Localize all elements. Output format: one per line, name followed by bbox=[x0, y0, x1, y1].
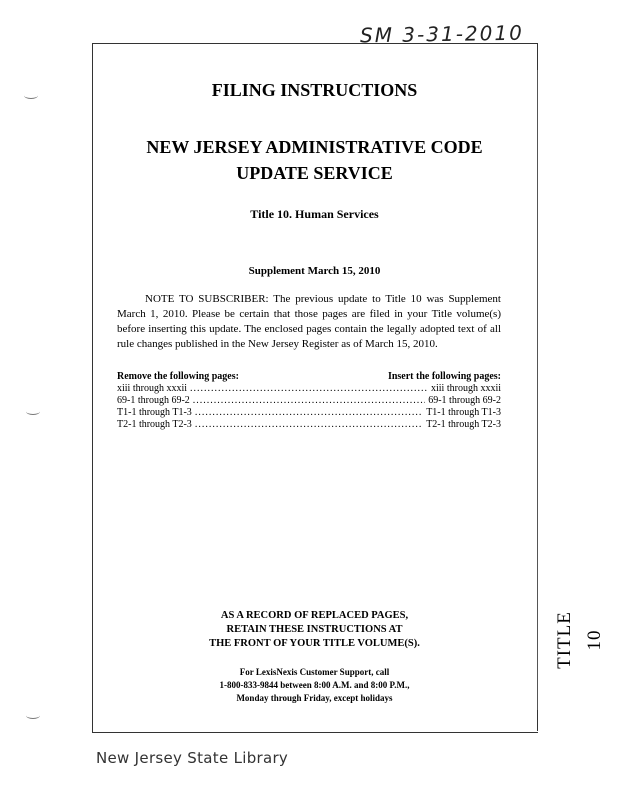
remove-cell: 69-1 through 69-2 bbox=[117, 395, 190, 406]
record-line-2: RETAIN THESE INSTRUCTIONS AT bbox=[226, 624, 403, 635]
document-subtitle bbox=[92, 134, 537, 186]
record-instructions bbox=[92, 609, 537, 651]
subscriber-note: NOTE TO SUBSCRIBER: The previous update to Title 10 was Supplement March 1, 2010. Please be certain that those pages are filed in your Title volume(s) before inserting this update. The enclosed pages contain the legally adopted text of all rule changes published in the New Jersey Register as of March 15, 2010. bbox=[117, 293, 501, 350]
record-line-3: THE FRONT OF YOUR TITLE VOLUME(S). bbox=[209, 638, 420, 649]
subtitle-line-1: NEW JERSEY ADMINISTRATIVE CODE bbox=[146, 137, 483, 157]
remove-cell: xiii through xxxii bbox=[117, 383, 187, 394]
handwritten-annotation: SM 3-31-2010 bbox=[359, 20, 525, 48]
insert-header: Insert the following pages: bbox=[387, 371, 501, 382]
title-tab-label: TITLE 10 bbox=[554, 611, 605, 669]
insert-cell: 69-1 through 69-2 bbox=[428, 395, 501, 406]
record-line-1: AS A RECORD OF REPLACED PAGES, bbox=[220, 610, 409, 621]
insert-cell: T1-1 through T1-3 bbox=[426, 407, 501, 418]
support-line-2: 1-800-833-9844 between 8:00 A.M. and 8:00 P.M., bbox=[219, 680, 410, 690]
insert-cell: xiii through xxxii bbox=[431, 383, 501, 394]
punch-hole-mark bbox=[26, 712, 40, 719]
insert-cell: T2-1 through T2-3 bbox=[426, 419, 501, 430]
subtitle-line-2: UPDATE SERVICE bbox=[236, 163, 393, 183]
remove-header: Remove the following pages: bbox=[117, 371, 239, 382]
remove-cell: T2-1 through T2-3 bbox=[117, 419, 192, 430]
pages-table-header bbox=[117, 371, 501, 383]
title-number: Title 10. Human Services bbox=[250, 207, 379, 221]
dot-leader bbox=[195, 419, 423, 431]
tab-inner-rule bbox=[537, 70, 538, 710]
support-line-3: Monday through Friday, except holidays bbox=[236, 693, 393, 703]
pages-table bbox=[117, 371, 501, 431]
table-row bbox=[117, 419, 501, 431]
library-stamp: New Jersey State Library bbox=[96, 749, 289, 767]
punch-hole-mark bbox=[24, 92, 38, 99]
table-row bbox=[117, 395, 501, 407]
remove-cell: T1-1 through T1-3 bbox=[117, 407, 192, 418]
dot-leader bbox=[195, 407, 423, 419]
support-line-1: For LexisNexis Customer Support, call bbox=[239, 667, 390, 677]
dot-leader bbox=[193, 395, 425, 407]
document-title: FILING INSTRUCTIONS bbox=[211, 80, 418, 100]
customer-support-info bbox=[92, 666, 537, 705]
dot-leader bbox=[190, 383, 428, 395]
table-row bbox=[117, 383, 501, 395]
supplement-date: Supplement March 15, 2010 bbox=[248, 265, 381, 277]
table-row bbox=[117, 407, 501, 419]
punch-hole-mark bbox=[26, 408, 40, 415]
